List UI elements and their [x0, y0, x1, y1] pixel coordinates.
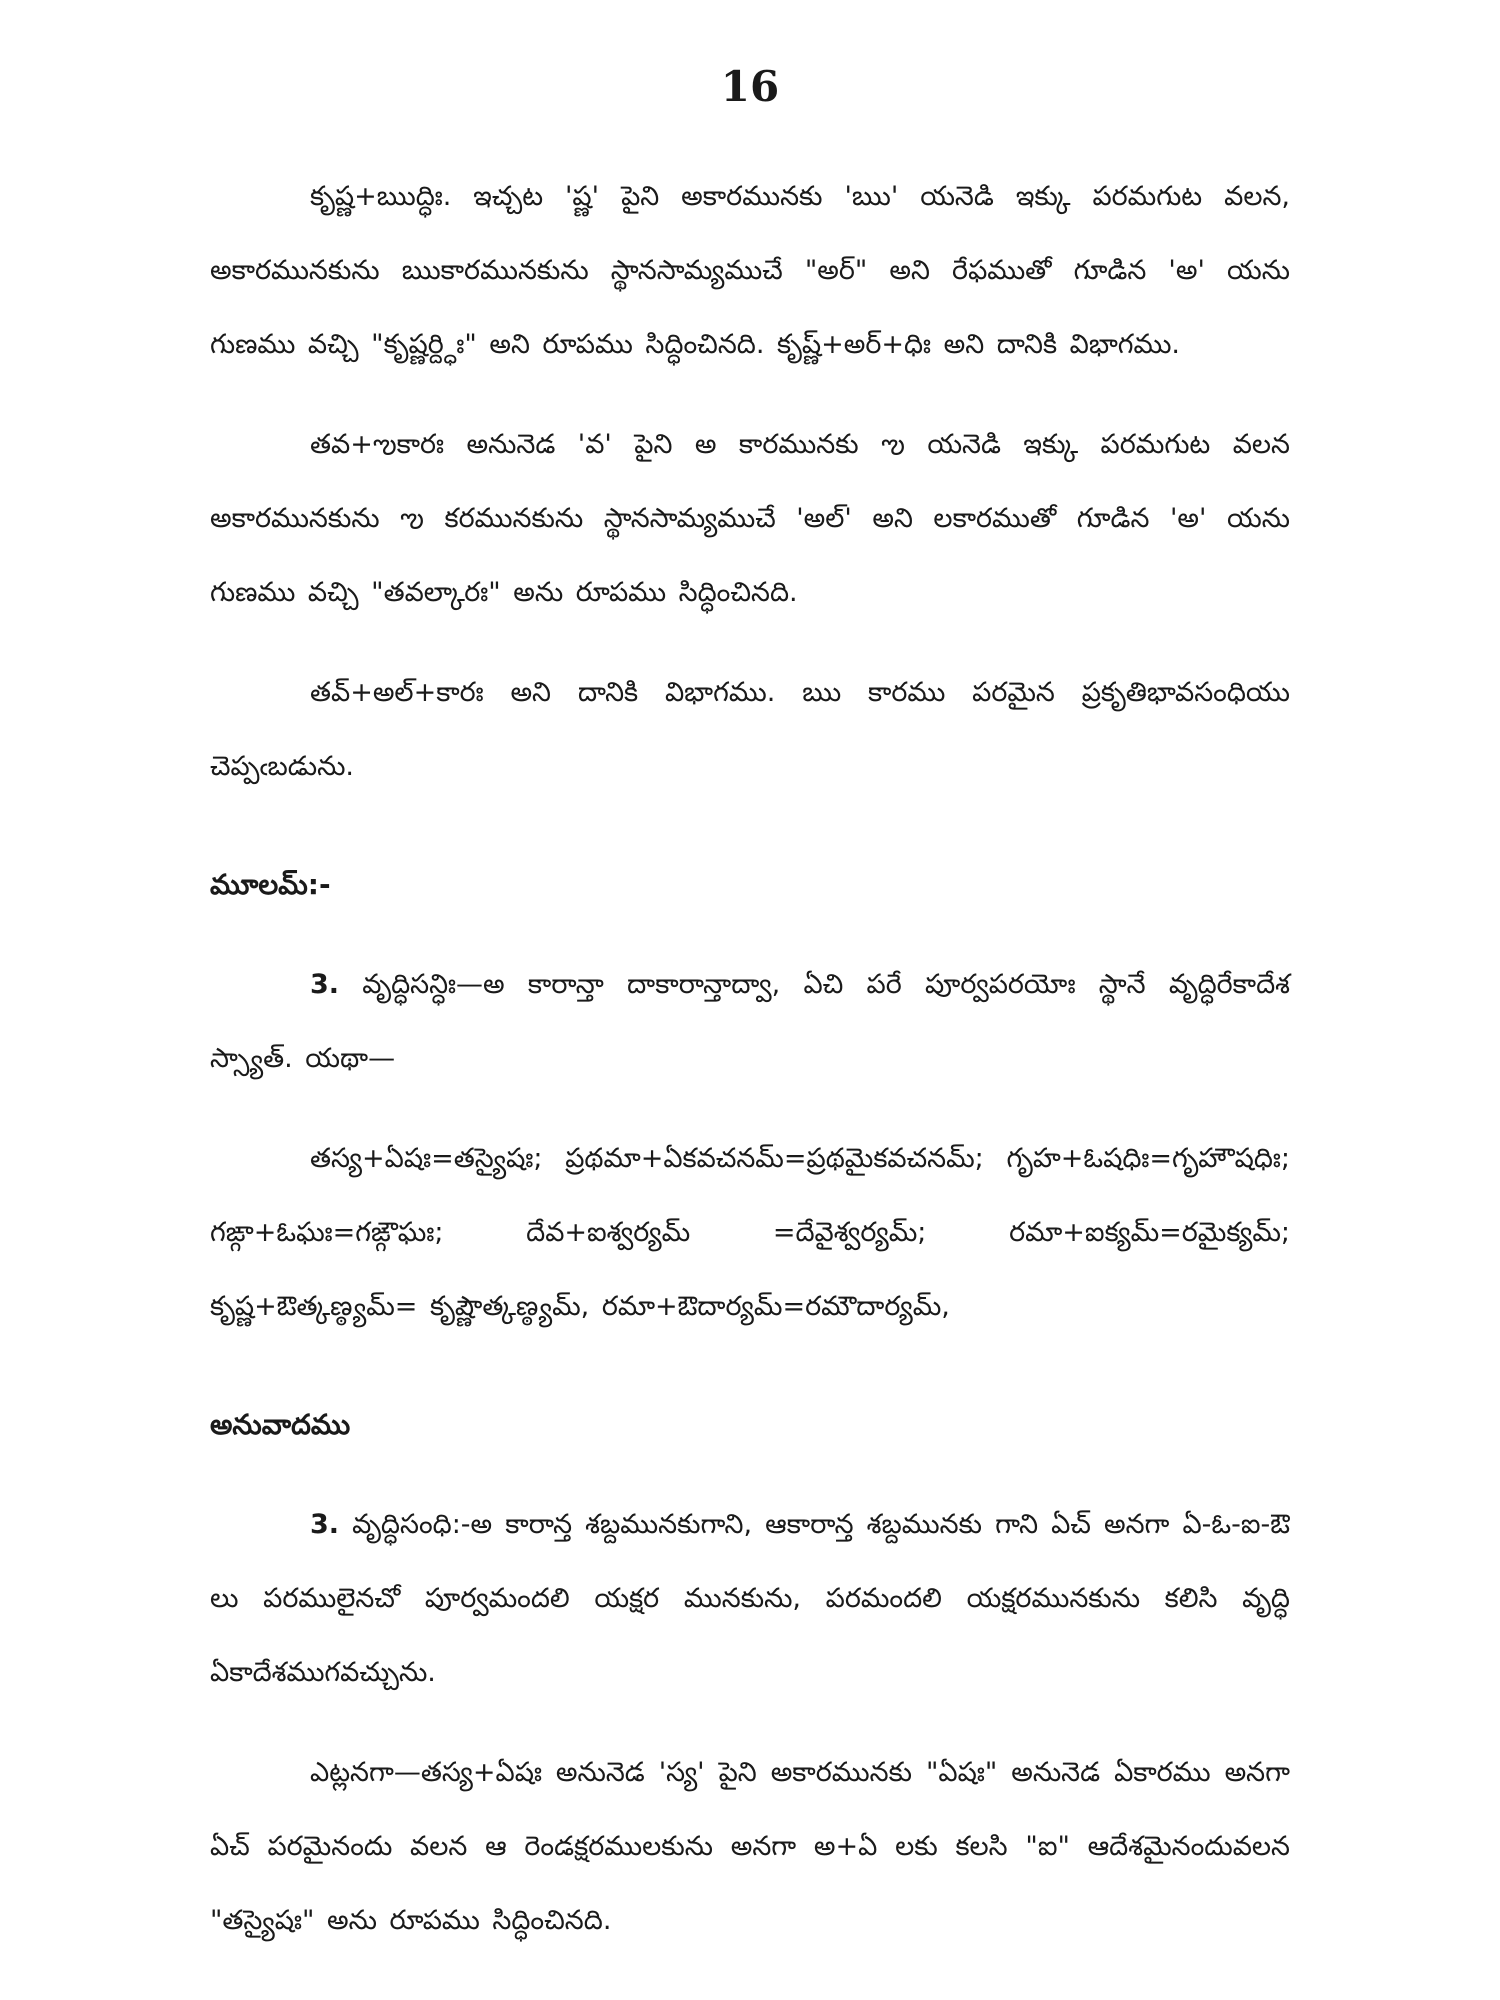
rule-number: 3.: [310, 1509, 340, 1540]
paragraph-vibhaga: తవ్+అల్+కారః అని దానికి విభాగము. ఋ కారము పరమైన ప్రకృతిభావసంధియు చెప్పఁబడును.: [210, 677, 1290, 782]
page-content: [210, 160, 1290, 1958]
paragraph-vriddhi-translation: [210, 1488, 1290, 1710]
paragraph-vriddhi-examples: తస్య+ఏషః=తస్యైషః; ప్రథమా+ఏకవచనమ్=ప్రథమైకవచనమ్; గృహ+ఓషధిః=గృహౌషధిః; గఙ్గా+ఓఘః=గఙ్గౌఘః; దేవ+ఐశ్వర్యమ్ =దేవైశ్వర్యమ్; రమా+ఐక్యమ్=రమైక్యమ్; కృష్ణ+ఔత్కణ్ఠ్యమ్= కృష్ణౌత్కణ్ఠ్యమ్, రమా+ఔదార్యమ్=రమౌదార్యమ్,: [210, 1143, 1290, 1322]
heading-anuvadamu: అనువాదము: [210, 1408, 351, 1441]
paragraph-vriddhi-explanation: ఎట్లనగా—తస్య+ఏషః అనునెడ 'స్య' పైని అకారమునకు "ఏషః" అనునెడ ఏకారము అనగా ఏచ్ పరమైనందు వలన ఆ రెండక్షరములకును అనగా అ+ఏ లకు కలసి "ఐ" ఆదేశమైనందువలన "తస్యైషః" అను రూపము సిద్ధించినది.: [210, 1757, 1290, 1936]
heading-mulam: మూలమ్:-: [210, 868, 331, 901]
rule-text: వృద్ధిసన్ధిః—అ కారాన్తా దాకారాన్తాద్వా, ఏచి పరే పూర్వపరయోః స్థానే వృద్ధిరేకాదేశ స్స్యాత్. యథా—: [210, 969, 1290, 1074]
paragraph-guna-sandhi-example-1: కృష్ణ+ఋద్ధిః. ఇచ్చట 'ష్ణ' పైని అకారమునకు 'ఋ' యనెడి ఇక్కు పరమగుట వలన, అకారమునకును ఋకారమునకును స్థానసామ్యముచే "అర్" అని రేఫముతో గూడిన 'అ' యను గుణము వచ్చి "కృష్ణర్ద్ధిః" అని రూపము సిద్ధించినది. కృష్ణ్+అర్+ధిః అని దానికి విభాగము.: [210, 181, 1290, 360]
rule-number: 3.: [310, 969, 340, 1000]
page-number: 16: [720, 62, 780, 111]
paragraph-vriddhi-sutra: [210, 948, 1290, 1096]
rule-text: వృద్ధిసంధి:-అ కారాన్త శబ్దమునకుగాని, ఆకారాన్త శబ్దమునకు గాని ఏచ్ అనగా ఏ-ఓ-ఐ-ఔ లు పరములైనచో పూర్వమందలి యక్షర మునకును, పరమందలి యక్షరమునకును కలిసి వృద్ధి ఏకాదేశముగవచ్చును.: [210, 1509, 1290, 1688]
paragraph-guna-sandhi-example-2: తవ+ఌకారః అనునెడ 'వ' పైని అ కారమునకు ఌ యనెడి ఇక్కు పరమగుట వలన అకారమునకును ఌ కరమునకును స్థానసామ్యముచే 'అల్' అని లకారముతో గూడిన 'అ' యను గుణము వచ్చి "తవల్కారః" అను రూపము సిద్ధించినది.: [210, 429, 1290, 608]
